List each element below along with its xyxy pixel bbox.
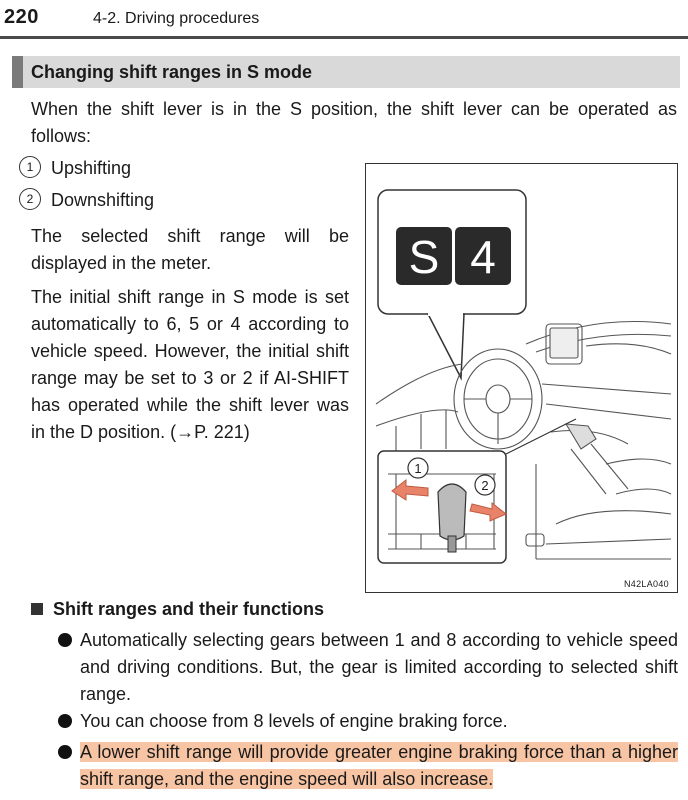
initial-shift-range-note: The initial shift range in S mode is set automatically to 6, 5 or 4 according to vehicle speed. However, the initial shift range may be set to 3 or 2 if AI-SHIFT has operated while the shift lever was in the D position. (→P. 221) bbox=[31, 287, 349, 442]
step-upshifting bbox=[19, 158, 131, 180]
highlighted-bullet-text: A lower shift range will provide greater engine braking force than a higher shift range, and the engine speed will also increase. bbox=[80, 742, 678, 789]
shift-lever-knob bbox=[438, 484, 466, 540]
step-label: Downshifting bbox=[51, 190, 155, 210]
intro-text: When the shift lever is in the S position, the shift lever can be operated as follows: bbox=[31, 99, 677, 146]
bullet-item bbox=[58, 708, 678, 735]
callout-1: 1 bbox=[414, 461, 422, 476]
section-title-bar-edge bbox=[12, 56, 23, 88]
shift-lever-figure bbox=[365, 163, 678, 593]
section-path: 4-2. Driving procedures bbox=[93, 10, 260, 27]
page-number: 220 bbox=[4, 6, 39, 28]
step-number-1: 1 bbox=[19, 156, 41, 178]
bullet-dot-icon bbox=[58, 633, 72, 647]
section-title: Changing shift ranges in S mode bbox=[31, 62, 313, 82]
callout-pointer bbox=[428, 314, 464, 378]
subsection-heading bbox=[31, 599, 324, 620]
header-rule bbox=[0, 36, 688, 39]
bullet-dot-icon bbox=[58, 745, 72, 759]
bullet-item-highlighted bbox=[58, 739, 678, 793]
bullet-dot-icon bbox=[58, 714, 72, 728]
meter-display-note: The selected shift range will be displayed in the meter. bbox=[31, 226, 349, 273]
step-label: Upshifting bbox=[51, 158, 132, 178]
subsection-title: Shift ranges and their functions bbox=[53, 599, 325, 619]
shift-lever-illustration bbox=[366, 164, 677, 592]
bullet-item bbox=[58, 627, 678, 708]
display-number: 4 bbox=[470, 231, 496, 283]
step-downshifting bbox=[19, 190, 154, 212]
callout-2: 2 bbox=[481, 478, 489, 493]
figure-code: N42LA040 bbox=[624, 579, 669, 589]
step-number-2: 2 bbox=[19, 188, 41, 210]
bullet-text: You can choose from 8 levels of engine braking force. bbox=[80, 711, 508, 731]
display-letter: S bbox=[408, 231, 440, 283]
bullet-text: Automatically selecting gears between 1 and 8 according to vehicle speed and driving conditions. But, the gear is limited according to selected shift range. bbox=[80, 630, 678, 704]
square-bullet-icon bbox=[31, 603, 43, 615]
